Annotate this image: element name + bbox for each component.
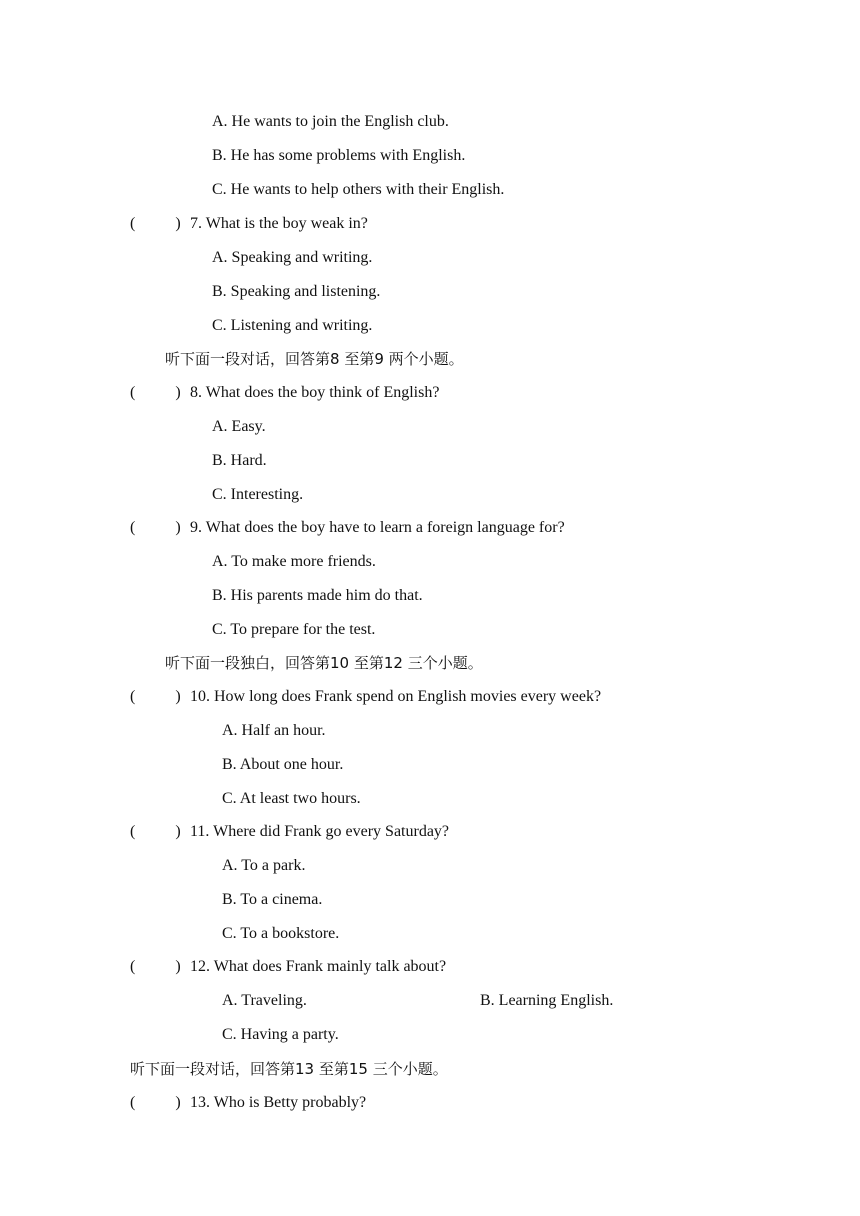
section-instruction-13-15: 听下面一段对话，回答第13 至第15 三个小题。: [130, 1060, 448, 1078]
section-instruction-10-12: 听下面一段独白，回答第10 至第12 三个小题。: [165, 654, 483, 672]
q11-answer-blank: ( ): [130, 823, 181, 840]
q9-option-c: C. To prepare for the test.: [212, 621, 376, 638]
q8-option-c: C. Interesting.: [212, 486, 304, 503]
q7-option-b: B. Speaking and listening.: [212, 283, 381, 300]
q11-option-b: B. To a cinema.: [222, 891, 323, 908]
q9-answer-blank: ( ): [130, 519, 181, 536]
q9-option-b: B. His parents made him do that.: [212, 587, 423, 604]
q13-answer-blank: ( ): [130, 1094, 181, 1111]
q11-option-c: C. To a bookstore.: [222, 925, 340, 942]
q6-option-b: B. He has some problems with English.: [212, 147, 466, 164]
q12-question: 12. What does Frank mainly talk about?: [190, 958, 447, 975]
q12-option-a: A. Traveling.: [222, 992, 307, 1009]
q10-option-a: A. Half an hour.: [222, 722, 326, 739]
q8-option-b: B. Hard.: [212, 452, 267, 469]
q8-question: 8. What does the boy think of English?: [190, 384, 440, 401]
q9-question: 9. What does the boy have to learn a foreign language for?: [190, 519, 565, 536]
q7-option-a: A. Speaking and writing.: [212, 249, 373, 266]
q11-option-a: A. To a park.: [222, 857, 306, 874]
q7-option-c: C. Listening and writing.: [212, 317, 373, 334]
q9-option-a: A. To make more friends.: [212, 553, 376, 570]
q12-answer-blank: ( ): [130, 958, 181, 975]
q6-option-c: C. He wants to help others with their English.: [212, 181, 505, 198]
q13-question: 13. Who is Betty probably?: [190, 1094, 367, 1111]
section-instruction-8-9: 听下面一段对话，回答第8 至第9 两个小题。: [165, 350, 464, 368]
q8-answer-blank: ( ): [130, 384, 181, 401]
q12-option-b: B. Learning English.: [480, 992, 614, 1009]
q7-question: 7. What is the boy weak in?: [190, 215, 368, 232]
q10-option-b: B. About one hour.: [222, 756, 344, 773]
q12-option-c: C. Having a party.: [222, 1026, 339, 1043]
q7-answer-blank: ( ): [130, 215, 181, 232]
q8-option-a: A. Easy.: [212, 418, 266, 435]
q10-answer-blank: ( ): [130, 688, 181, 705]
q10-question: 10. How long does Frank spend on English movies every week?: [190, 688, 602, 705]
q6-option-a: A. He wants to join the English club.: [212, 113, 449, 130]
q11-question: 11. Where did Frank go every Saturday?: [190, 823, 450, 840]
q10-option-c: C. At least two hours.: [222, 790, 361, 807]
